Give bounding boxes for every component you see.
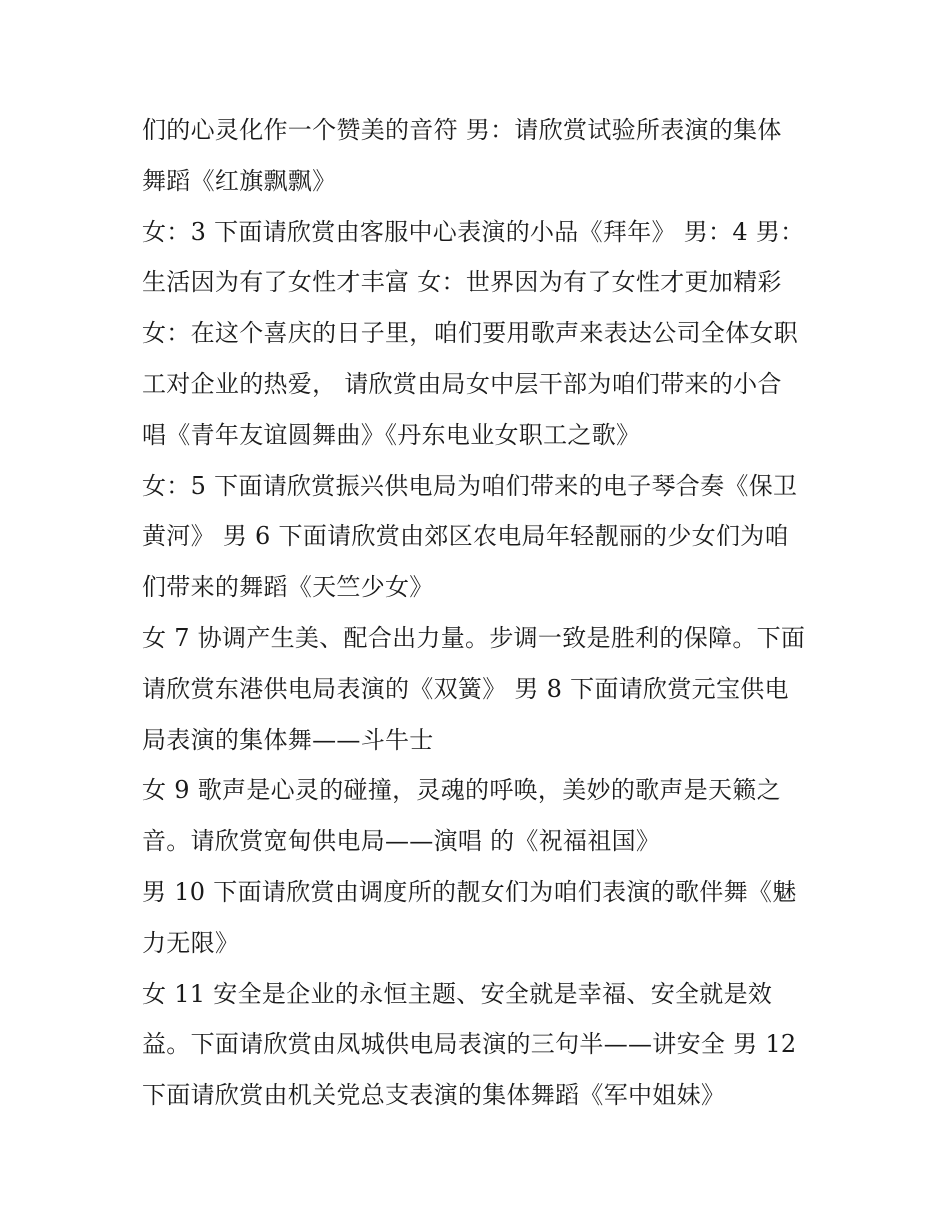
text-line: 女：3 下面请欣赏由客服中心表演的小品《拜年》 男：4 男： — [142, 217, 805, 246]
text-line: 女：在这个喜庆的日子里，咱们要用歌声来表达公司全体女职 — [142, 319, 799, 348]
text-line: 工对企业的热爱， 请欣赏由局女中层干部为咱们带来的小合 — [142, 369, 782, 398]
text-line: 们的心灵化作一个赞美的音符 男：请欣赏试验所表演的集体 — [142, 116, 782, 144]
text-line: 女：5 下面请欣赏振兴供电局为咱们带来的电子琴合奏《保卫 — [142, 471, 798, 500]
text-line: 们带来的舞蹈《天竺少女》 — [142, 573, 434, 602]
text-line: 唱《青年友谊圆舞曲》《丹东电业女职工之歌》 — [142, 420, 641, 449]
document-body — [142, 113, 842, 1129]
text-line: 男 10 下面请欣赏由调度所的靓女们为咱们表演的歌伴舞《魅 — [142, 877, 797, 906]
text-line: 女 11 安全是企业的永恒主题、安全就是幸福、安全就是效 — [142, 979, 773, 1008]
text-line: 力无限》 — [142, 928, 240, 957]
text-line: 生活因为有了女性才丰富 女：世界因为有了女性才更加精彩 — [142, 268, 782, 297]
text-line: 局表演的集体舞——斗牛士 — [142, 725, 434, 754]
text-line: 女 9 歌声是心灵的碰撞，灵魂的呼唤，美妙的歌声是天籁之 — [142, 776, 781, 805]
text-line: 音。请欣赏宽甸供电局——演唱 的《祝福祖国》 — [142, 827, 661, 856]
text-line: 舞蹈《红旗飘飘》 — [142, 166, 337, 195]
text-line: 女 7 协调产生美、配合出力量。步调一致是胜利的保障。下面 — [142, 623, 806, 652]
text-line: 益。下面请欣赏由凤城供电局表演的三句半——讲安全 男 12 — [142, 1030, 797, 1059]
text-line: 黄河》 男 6 下面请欣赏由郊区农电局年轻靓丽的少女们为咱 — [142, 522, 789, 551]
text-line: 下面请欣赏由机关党总支表演的集体舞蹈《军中姐妹》 — [142, 1081, 726, 1110]
text-line: 请欣赏东港供电局表演的《双簧》 男 8 下面请欣赏元宝供电 — [142, 674, 789, 703]
